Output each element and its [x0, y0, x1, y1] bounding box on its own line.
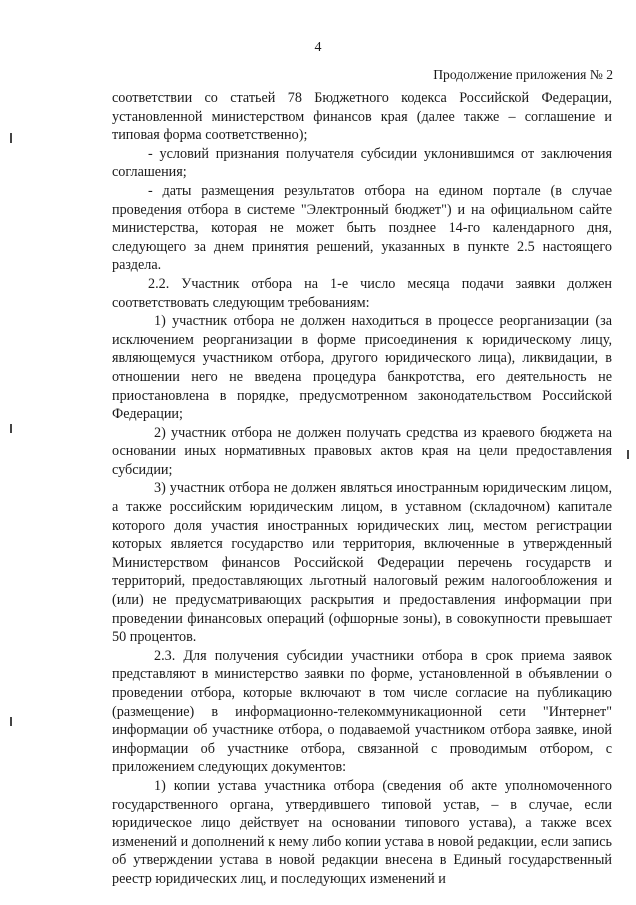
paragraph: 1) участник отбора не должен находиться в процессе реорганизации (за исключением реорганизации в форме присоединения к юридическому лицу, являющемуся участником отбора, другого юридического лица), ликвидации, в отношении него не введена процедура банкротства, его деятельность не приостановлена в порядке, предусмотренном законодательством Российской Федерации;: [112, 313, 612, 423]
scan-mark: [627, 450, 629, 459]
scan-mark: [10, 133, 12, 143]
paragraph: 1) копии устава участника отбора (сведения об акте уполномоченного государственного органа, утвердившего типовой устав, – в случае, если юридическое лицо действует на основании типового устава), а также всех изменений и дополнений к нему либо копии устава в новой редакции, если запись об утверждении устава в новой редакции внесена в Единый государственный реестр юридических лиц, и последующих изменений и: [112, 777, 612, 887]
paragraph: 2) участник отбора не должен получать средства из краевого бюджета на основании иных нормативных правовых актов края на цели предоставления субсидии;: [112, 424, 612, 478]
paragraph: соответствии со статьей 78 Бюджетного кодекса Российской Федерации, установленной министерством финансов края (далее также – соглашение и типовая форма соответственно);: [112, 90, 612, 144]
paragraph: 2.3. Для получения субсидии участники отбора в срок приема заявок представляют в министерство заявки по форме, установленной в объявлении о проведении отбора, которые включают в том числе согласие на публикацию (размещение) в информационно-телекоммуникационной сети "Интернет" информации об участнике отбора, о подаваемой участником отбора заявке, иной информации об участнике отбора, связанной с проводимым отбором, с приложением следующих документов:: [112, 647, 612, 776]
appendix-label: Продолжение приложения № 2: [433, 67, 613, 82]
scan-mark: [10, 717, 12, 726]
paragraph: - даты размещения результатов отбора на едином портале (в случае проведения отбора в системе "Электронный бюджет") и на официальном сайте министерства, которая не может быть позднее 14-го календарного дня, следующего за днем принятия решений, указанных в пункте 2.5 настоящего раздела.: [112, 182, 612, 274]
paragraph: 3) участник отбора не должен являться иностранным юридическим лицом, а также российским юридическим лицом, в уставном (складочном) капитале которого доля участия иностранных юридических лиц, местом регистрации которых является государство или территория, включенные в утвержденный Министерством финансов Российской Федерации перечень государств и территорий, предоставляющих льготный налоговый режим налогообложения и (или) не предусматривающих раскрытия и предоставления информации при проведении финансовых операций (офшорные зоны), в совокупности превышает 50 процентов.: [112, 480, 612, 646]
paragraph: - условий признания получателя субсидии уклонившимся от заключения соглашения;: [112, 145, 612, 181]
document-body: [112, 89, 612, 889]
paragraph: 2.2. Участник отбора на 1-е число месяца подачи заявки должен соответствовать следующим требованиям:: [112, 275, 612, 311]
page-number: 4: [314, 40, 322, 55]
scan-mark: [10, 424, 12, 433]
